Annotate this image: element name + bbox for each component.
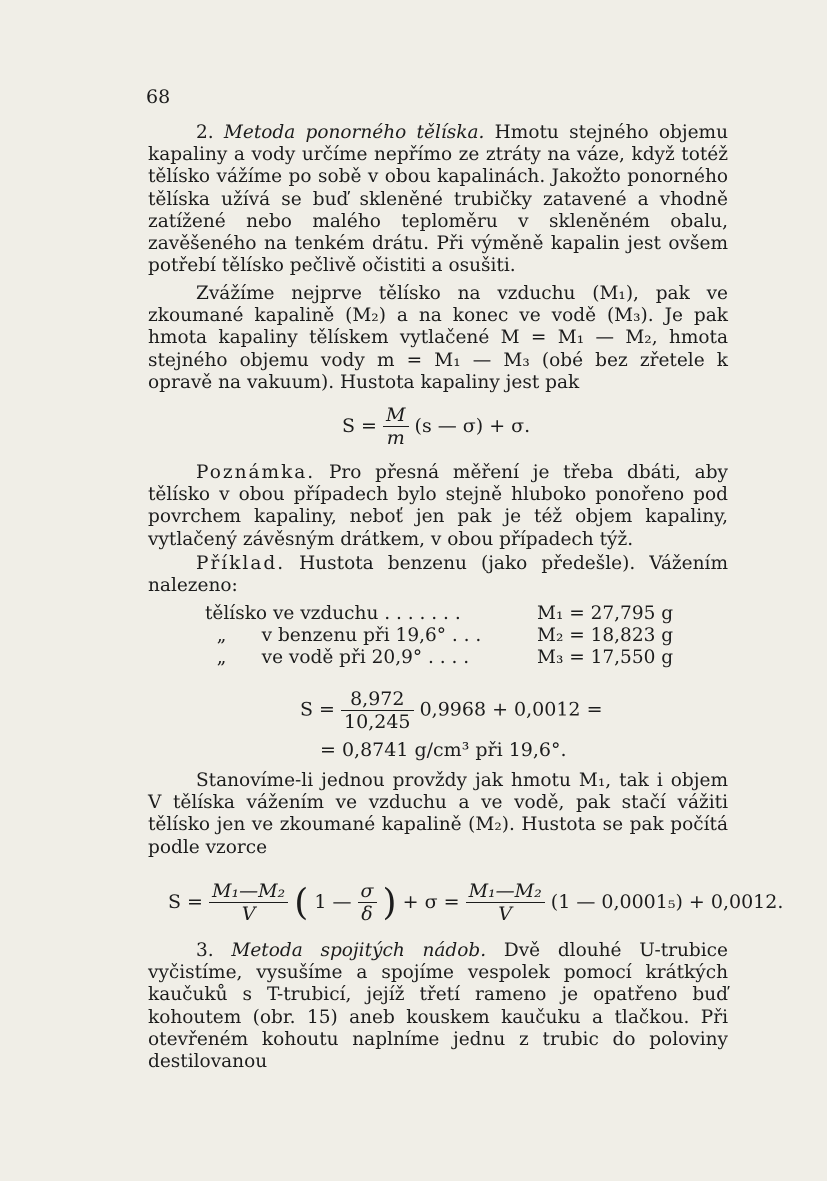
weighing-paragraph: Zvážíme nejprve tělísko na vzduchu (M₁), pak ve zkoumané kapalině (M₂) a na konec ve vodě (M₃). Je pak hmota kapaliny tělískem vytlačené M = M₁ — M₂, hmota stejného objemu vody m = M₁ — M₃ (obé bez zřetele k opravě na vakuum). Hustota kapaliny jest pak	[148, 283, 728, 393]
formula3-mid: + σ =	[402, 890, 460, 913]
formula3-fraction-2	[466, 880, 545, 925]
right-paren: )	[382, 882, 397, 923]
left-paren: (	[294, 882, 309, 923]
formula1-rhs: (s — σ) + σ.	[414, 414, 531, 437]
measurement-row	[205, 647, 705, 669]
formula3-rhs: (1 — 0,0001₅) + 0,0012.	[550, 890, 784, 913]
note-text: Pro přesná měření je třeba dbáti, aby tělísko v obou případech bylo stejně hluboko ponořeno pod povrchem kapaliny, neboť jen pak je též objem kapaliny, vytlačený závěsným drátkem, v obou případech týž.	[148, 462, 728, 550]
example-calculation	[300, 688, 660, 778]
section-2-number: 2.	[196, 122, 214, 143]
formula2-denominator: 10,245	[344, 711, 411, 733]
formula3-lhs: S =	[168, 890, 203, 913]
formula2-lhs: S =	[300, 698, 335, 721]
formula2-rhs: 0,9968 + 0,0012 =	[419, 698, 603, 721]
example-paragraph	[148, 553, 728, 597]
example-text: Hustota benzenu (jako předešle). Vážením nalezeno:	[148, 553, 728, 597]
measurement-row	[205, 603, 705, 625]
formula2-numerator: 8,972	[341, 688, 413, 711]
section-2-title: Metoda ponorného tělíska.	[223, 122, 485, 143]
formula3-numerator-1: M₁—M₂	[209, 880, 288, 903]
example-label: Příklad.	[196, 553, 286, 574]
formula3-numerator-2: M₁—M₂	[466, 880, 545, 903]
formula3-denominator-1: V	[241, 903, 256, 925]
measurement-value: M₁ = 27,795 g	[537, 603, 674, 624]
volume-paragraph: Stanovíme-li jednou provždy jak hmotu M₁, tak i objem V tělíska vážením ve vzduchu a ve vodě, pak stačí vážiti tělísko jen ve zkoumané kapalině (M₂). Hustota se pak počítá podle vzorce	[148, 770, 728, 858]
formula3-inner-fraction	[358, 880, 377, 925]
volume-density-formula	[168, 880, 784, 936]
section-3-text: Dvě dlouhé U-trubice vyčistíme, vysušíme a spojíme vespolek pomocí krátkých kaučuků s T-trubicí, jejíž třetí rameno je opatřeno buď kohoutem (obr. 15) aneb kouskem kaučuku a tlačkou. Při otevřeném kohoutu naplníme jednu z trubic do poloviny destilovanou	[148, 940, 728, 1073]
formula1-fraction	[383, 404, 408, 449]
formula2-result: = 0,8741 g/cm³ při 19,6°.	[320, 739, 567, 761]
formula1-numerator: M	[383, 404, 408, 427]
section-3-number: 3.	[196, 940, 214, 961]
formula3-fraction-1	[209, 880, 288, 925]
formula1-lhs: S =	[342, 414, 377, 437]
page-number: 68	[146, 86, 171, 108]
formula3-denominator-2: V	[498, 903, 513, 925]
note-label: Poznámka.	[196, 462, 316, 483]
section-2-paragraph	[148, 122, 728, 277]
note-paragraph	[148, 462, 728, 551]
section-3-title: Metoda spojitých nádob.	[231, 940, 487, 961]
measurement-value: M₂ = 18,823 g	[537, 625, 674, 646]
measurement-value: M₃ = 17,550 g	[537, 647, 674, 668]
formula1-denominator: m	[386, 427, 405, 449]
measurement-row	[205, 625, 705, 647]
formula2-fraction	[341, 688, 413, 733]
measurement-label: „ v benzenu při 19,6° . . .	[205, 625, 482, 646]
measurement-label: „ ve vodě při 20,9° . . . .	[205, 647, 470, 668]
section-3-paragraph	[148, 940, 728, 1073]
density-formula	[342, 404, 602, 454]
measurement-label: tělísko ve vzduchu . . . . . . .	[205, 603, 461, 624]
section-2-text: Hmotu stejného objemu kapaliny a vody určíme nepřímo ze ztráty na váze, když totéž tělísko vážíme po sobě v obou kapalinách. Jakožto ponorného tělíska užívá se buď skleněné trubičky zatavené a vhodně zatížené nebo malého teploměru v skleněném obalu, zavěšeného na tenkém drátu. Při výměně kapalin jest ovšem potřebí tělísko pečlivě očistiti a osušiti.	[148, 122, 728, 277]
formula3-inner-denominator: δ	[361, 903, 373, 925]
formula3-inner-one: 1 —	[314, 890, 352, 913]
measurement-table	[205, 603, 705, 669]
formula3-inner-numerator: σ	[358, 880, 377, 903]
